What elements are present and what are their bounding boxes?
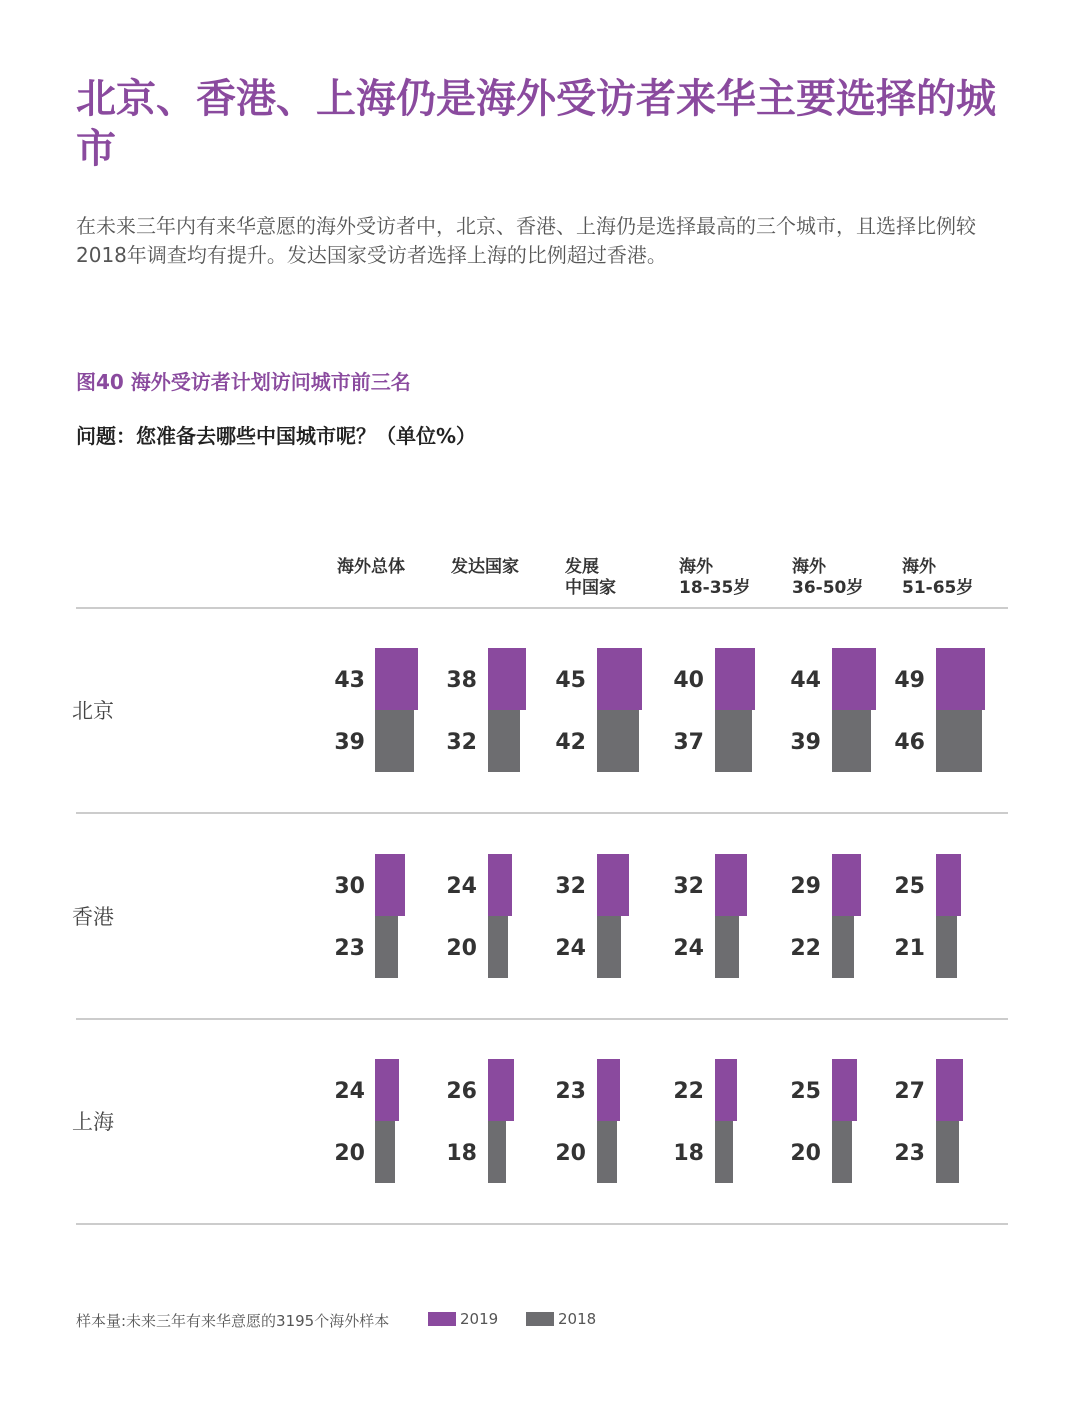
column-header: 海外 xyxy=(679,557,713,577)
legend-label-2018: 2018 xyxy=(558,1310,597,1328)
legend-swatch-2019 xyxy=(428,1312,456,1326)
bar-2019 xyxy=(375,854,405,916)
data-label: 30 xyxy=(334,874,365,899)
bar-2018 xyxy=(597,710,639,772)
bar-2018 xyxy=(936,916,957,978)
data-label: 24 xyxy=(334,1079,365,1104)
bar-2019 xyxy=(715,1059,737,1121)
bar-2019 xyxy=(832,854,861,916)
bar-2018 xyxy=(375,916,398,978)
row-label: 上海 xyxy=(72,1110,114,1134)
data-label: 37 xyxy=(673,730,704,755)
bar-2019 xyxy=(597,648,642,710)
data-label: 32 xyxy=(555,874,586,899)
column-header: 海外总体 xyxy=(337,557,405,577)
data-label: 23 xyxy=(555,1079,586,1104)
bar-2018 xyxy=(936,710,982,772)
bar-2018 xyxy=(715,1121,733,1183)
data-label: 38 xyxy=(446,668,477,693)
bar-2018 xyxy=(597,1121,617,1183)
bar-2019 xyxy=(488,648,526,710)
bar-2018 xyxy=(375,1121,395,1183)
bar-2019 xyxy=(715,854,747,916)
data-label: 39 xyxy=(790,730,821,755)
data-label: 45 xyxy=(555,668,586,693)
data-label: 21 xyxy=(894,936,925,961)
legend-swatch-2018 xyxy=(526,1312,554,1326)
survey-question: 问题：您准备去哪些中国城市呢？（单位%） xyxy=(76,424,477,448)
bar-2019 xyxy=(488,854,512,916)
data-label: 20 xyxy=(446,936,477,961)
legend-label-2019: 2019 xyxy=(460,1310,499,1328)
column-header: 发展 xyxy=(565,557,599,577)
bar-2019 xyxy=(375,648,418,710)
column-header: 51-65岁 xyxy=(902,578,974,598)
data-label: 40 xyxy=(673,668,704,693)
data-label: 46 xyxy=(894,730,925,755)
data-label: 32 xyxy=(446,730,477,755)
data-label: 24 xyxy=(673,936,704,961)
bar-2019 xyxy=(832,1059,857,1121)
figure-title: 图40 海外受访者计划访问城市前三名 xyxy=(76,370,411,394)
data-label: 18 xyxy=(446,1141,477,1166)
column-header: 中国家 xyxy=(565,578,616,598)
data-label: 22 xyxy=(790,936,821,961)
data-label: 23 xyxy=(894,1141,925,1166)
data-label: 24 xyxy=(555,936,586,961)
data-label: 43 xyxy=(334,668,365,693)
bar-2018 xyxy=(936,1121,959,1183)
bar-2018 xyxy=(832,710,871,772)
data-label: 20 xyxy=(790,1141,821,1166)
intro-paragraph: 在未来三年内有来华意愿的海外受访者中，北京、香港、上海仍是选择最高的三个城市，且选择比例较2018年调查均有提升。发达国家受访者选择上海的比例超过香港。 xyxy=(76,214,976,267)
bar-2019 xyxy=(832,648,876,710)
row-label: 北京 xyxy=(72,699,114,723)
bar-2018 xyxy=(597,916,621,978)
column-header: 36-50岁 xyxy=(792,578,864,598)
bar-2019 xyxy=(488,1059,514,1121)
bar-2018 xyxy=(488,916,508,978)
data-label: 49 xyxy=(894,668,925,693)
row-label: 香港 xyxy=(72,905,114,929)
data-label: 18 xyxy=(673,1141,704,1166)
data-label: 20 xyxy=(334,1141,365,1166)
data-label: 44 xyxy=(790,668,821,693)
data-label: 32 xyxy=(673,874,704,899)
data-label: 23 xyxy=(334,936,365,961)
bar-2019 xyxy=(715,648,755,710)
legend-item-2018 xyxy=(526,1310,596,1328)
bar-2019 xyxy=(597,854,629,916)
bar-2018 xyxy=(488,710,520,772)
data-label: 25 xyxy=(790,1079,821,1104)
column-header: 海外 xyxy=(902,557,936,577)
bar-2018 xyxy=(715,710,752,772)
data-label: 24 xyxy=(446,874,477,899)
data-label: 42 xyxy=(555,730,586,755)
data-label: 27 xyxy=(894,1079,925,1104)
bar-2018 xyxy=(832,916,854,978)
bar-2018 xyxy=(715,916,739,978)
data-label: 20 xyxy=(555,1141,586,1166)
data-label: 25 xyxy=(894,874,925,899)
column-header: 18-35岁 xyxy=(679,578,751,598)
bar-2019 xyxy=(375,1059,399,1121)
sample-size-note: 样本量:未来三年有来华意愿的3195个海外样本 xyxy=(76,1312,390,1330)
bar-2019 xyxy=(936,648,985,710)
data-label: 39 xyxy=(334,730,365,755)
page-title: 北京、香港、上海仍是海外受访者来华主要选择的城市 xyxy=(76,76,996,172)
bar-2018 xyxy=(832,1121,852,1183)
data-label: 26 xyxy=(446,1079,477,1104)
legend-item-2019 xyxy=(428,1310,498,1328)
bar-2019 xyxy=(936,1059,963,1121)
bar-chart xyxy=(0,540,1080,1240)
bar-2018 xyxy=(488,1121,506,1183)
bar-2018 xyxy=(375,710,414,772)
column-header: 海外 xyxy=(792,557,826,577)
column-header: 发达国家 xyxy=(451,557,519,577)
data-label: 29 xyxy=(790,874,821,899)
bar-2019 xyxy=(936,854,961,916)
data-label: 22 xyxy=(673,1079,704,1104)
bar-2019 xyxy=(597,1059,620,1121)
